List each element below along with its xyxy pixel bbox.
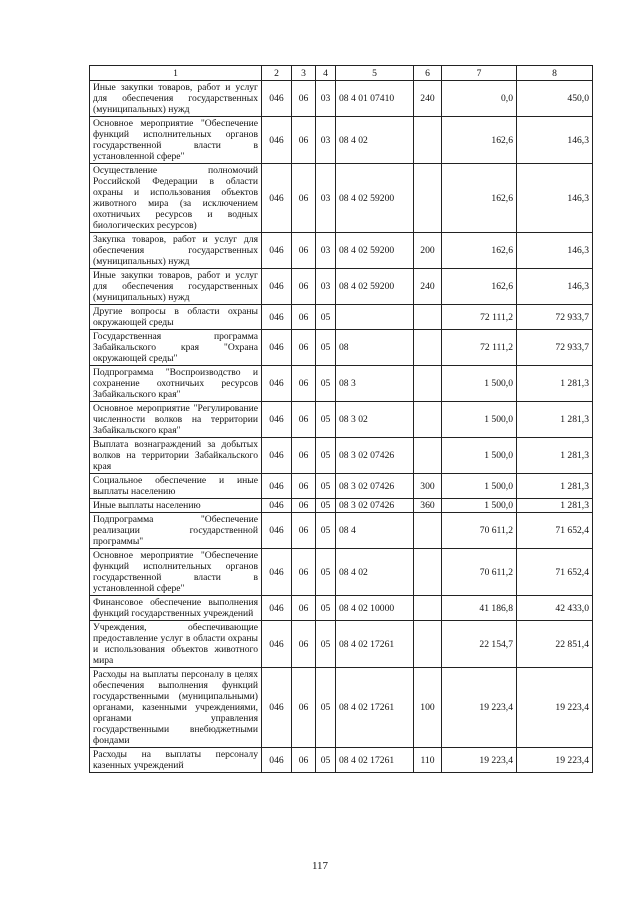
target-article-cell: 08 4 02 10000: [336, 596, 414, 621]
amount-year2-cell: 1 281,3: [517, 438, 593, 474]
table-row: [90, 621, 593, 668]
budget-table: [89, 65, 593, 773]
target-article-cell: 08 3 02: [336, 402, 414, 438]
target-article-cell: 08 3 02 07426: [336, 438, 414, 474]
target-article-cell: 08 3: [336, 366, 414, 402]
subsection-code-cell: 05: [316, 499, 336, 513]
header-cell: 3: [292, 66, 316, 81]
ved-code-cell: 046: [262, 366, 292, 402]
ved-code-cell: 046: [262, 233, 292, 269]
section-code-cell: 06: [292, 621, 316, 668]
expense-type-cell: [414, 305, 442, 330]
expense-name-cell: Иные закупки товаров, работ и услуг для обеспечения государственных (муниципальных) нужд: [90, 269, 262, 305]
section-code-cell: 06: [292, 438, 316, 474]
header-cell: 8: [517, 66, 593, 81]
target-article-cell: 08 3 02 07426: [336, 499, 414, 513]
amount-year2-cell: 72 933,7: [517, 305, 593, 330]
expense-type-cell: 240: [414, 269, 442, 305]
target-article-cell: 08 4 02: [336, 549, 414, 596]
table-row: [90, 81, 593, 117]
expense-type-cell: [414, 513, 442, 549]
ved-code-cell: 046: [262, 269, 292, 305]
ved-code-cell: 046: [262, 438, 292, 474]
subsection-code-cell: 03: [316, 117, 336, 164]
section-code-cell: 06: [292, 596, 316, 621]
table-row: [90, 366, 593, 402]
expense-name-cell: Расходы на выплаты персоналу в целях обеспечения выполнения функций государственными (муниципальными) органами, казенными учреждениями, органами управления государственными внебюджетными фондами: [90, 668, 262, 748]
amount-year2-cell: 146,3: [517, 164, 593, 233]
expense-type-cell: 240: [414, 81, 442, 117]
target-article-cell: 08 4 02: [336, 117, 414, 164]
table-row: [90, 164, 593, 233]
section-code-cell: 06: [292, 402, 316, 438]
amount-year1-cell: 19 223,4: [442, 668, 517, 748]
target-article-cell: 08 4 02 59200: [336, 164, 414, 233]
expense-type-cell: 100: [414, 668, 442, 748]
subsection-code-cell: 05: [316, 621, 336, 668]
section-code-cell: 06: [292, 233, 316, 269]
ved-code-cell: 046: [262, 474, 292, 499]
section-code-cell: 06: [292, 513, 316, 549]
expense-type-cell: [414, 621, 442, 668]
subsection-code-cell: 05: [316, 549, 336, 596]
subsection-code-cell: 05: [316, 474, 336, 499]
amount-year2-cell: 146,3: [517, 233, 593, 269]
amount-year2-cell: 1 281,3: [517, 499, 593, 513]
ved-code-cell: 046: [262, 748, 292, 773]
ved-code-cell: 046: [262, 596, 292, 621]
expense-type-cell: 300: [414, 474, 442, 499]
expense-type-cell: [414, 330, 442, 366]
amount-year2-cell: 19 223,4: [517, 748, 593, 773]
header-cell: 5: [336, 66, 414, 81]
amount-year2-cell: 72 933,7: [517, 330, 593, 366]
amount-year2-cell: 1 281,3: [517, 474, 593, 499]
subsection-code-cell: 03: [316, 233, 336, 269]
target-article-cell: 08 4 02 17261: [336, 668, 414, 748]
expense-type-cell: [414, 117, 442, 164]
expense-name-cell: Основное мероприятие "Регулирование численности волков на территории Забайкальского края": [90, 402, 262, 438]
amount-year1-cell: 22 154,7: [442, 621, 517, 668]
table-row: [90, 402, 593, 438]
amount-year2-cell: 42 433,0: [517, 596, 593, 621]
amount-year1-cell: 72 111,2: [442, 330, 517, 366]
subsection-code-cell: 05: [316, 305, 336, 330]
table-row: [90, 596, 593, 621]
target-article-cell: 08 4 02 59200: [336, 269, 414, 305]
subsection-code-cell: 05: [316, 402, 336, 438]
expense-name-cell: Расходы на выплаты персоналу казенных учреждений: [90, 748, 262, 773]
amount-year1-cell: 1 500,0: [442, 499, 517, 513]
section-code-cell: 06: [292, 305, 316, 330]
section-code-cell: 06: [292, 366, 316, 402]
header-cell: 4: [316, 66, 336, 81]
expense-type-cell: 200: [414, 233, 442, 269]
header-cell: 7: [442, 66, 517, 81]
target-article-cell: 08 4 01 07410: [336, 81, 414, 117]
ved-code-cell: 046: [262, 621, 292, 668]
ved-code-cell: 046: [262, 549, 292, 596]
section-code-cell: 06: [292, 668, 316, 748]
ved-code-cell: 046: [262, 499, 292, 513]
amount-year1-cell: 162,6: [442, 269, 517, 305]
target-article-cell: 08: [336, 330, 414, 366]
expense-name-cell: Осуществление полномочий Российской Федерации в области охраны и использования объектов животного мира (за исключением охотничьих ресурсов и водных биологических ресурсов): [90, 164, 262, 233]
amount-year2-cell: 146,3: [517, 269, 593, 305]
expense-name-cell: Иные закупки товаров, работ и услуг для обеспечения государственных (муниципальных) нужд: [90, 81, 262, 117]
amount-year1-cell: 162,6: [442, 117, 517, 164]
table-row: [90, 269, 593, 305]
subsection-code-cell: 03: [316, 164, 336, 233]
table-row: [90, 305, 593, 330]
amount-year1-cell: 1 500,0: [442, 474, 517, 499]
section-code-cell: 06: [292, 474, 316, 499]
section-code-cell: 06: [292, 330, 316, 366]
expense-name-cell: Финансовое обеспечение выполнения функций государственных учреждений: [90, 596, 262, 621]
table-row: [90, 748, 593, 773]
amount-year2-cell: 450,0: [517, 81, 593, 117]
ved-code-cell: 046: [262, 668, 292, 748]
amount-year1-cell: 162,6: [442, 164, 517, 233]
amount-year2-cell: 1 281,3: [517, 366, 593, 402]
ved-code-cell: 046: [262, 305, 292, 330]
expense-name-cell: Закупка товаров, работ и услуг для обеспечения государственных (муниципальных) нужд: [90, 233, 262, 269]
target-article-cell: [336, 305, 414, 330]
table-row: [90, 474, 593, 499]
target-article-cell: 08 4: [336, 513, 414, 549]
ved-code-cell: 046: [262, 402, 292, 438]
subsection-code-cell: 05: [316, 596, 336, 621]
section-code-cell: 06: [292, 499, 316, 513]
expense-name-cell: Подпрограмма "Воспроизводство и сохранение охотничьих ресурсов Забайкальского края": [90, 366, 262, 402]
expense-type-cell: [414, 164, 442, 233]
table-row: [90, 513, 593, 549]
section-code-cell: 06: [292, 164, 316, 233]
header-cell: 6: [414, 66, 442, 81]
ved-code-cell: 046: [262, 513, 292, 549]
amount-year1-cell: 1 500,0: [442, 402, 517, 438]
subsection-code-cell: 03: [316, 269, 336, 305]
table-row: [90, 330, 593, 366]
expense-name-cell: Основное мероприятие "Обеспечение функций исполнительных органов государственной власти в установленной сфере": [90, 549, 262, 596]
ved-code-cell: 046: [262, 81, 292, 117]
subsection-code-cell: 05: [316, 513, 336, 549]
section-code-cell: 06: [292, 748, 316, 773]
ved-code-cell: 046: [262, 330, 292, 366]
table-header-row: [90, 66, 593, 81]
amount-year2-cell: 1 281,3: [517, 402, 593, 438]
amount-year1-cell: 19 223,4: [442, 748, 517, 773]
expense-type-cell: [414, 366, 442, 402]
expense-name-cell: Подпрограмма "Обеспечение реализации государственной программы": [90, 513, 262, 549]
expense-name-cell: Другие вопросы в области охраны окружающей среды: [90, 305, 262, 330]
amount-year1-cell: 1 500,0: [442, 438, 517, 474]
expense-type-cell: [414, 596, 442, 621]
expense-type-cell: 360: [414, 499, 442, 513]
amount-year1-cell: 72 111,2: [442, 305, 517, 330]
amount-year1-cell: 0,0: [442, 81, 517, 117]
target-article-cell: 08 4 02 59200: [336, 233, 414, 269]
subsection-code-cell: 03: [316, 81, 336, 117]
subsection-code-cell: 05: [316, 668, 336, 748]
header-cell: 2: [262, 66, 292, 81]
expense-name-cell: Основное мероприятие "Обеспечение функций исполнительных органов государственной власти в установленной сфере": [90, 117, 262, 164]
subsection-code-cell: 05: [316, 366, 336, 402]
table-body: [90, 81, 593, 773]
amount-year2-cell: 146,3: [517, 117, 593, 164]
subsection-code-cell: 05: [316, 330, 336, 366]
expense-name-cell: Социальное обеспечение и иные выплаты населению: [90, 474, 262, 499]
target-article-cell: 08 4 02 17261: [336, 748, 414, 773]
table-row: [90, 438, 593, 474]
amount-year1-cell: 162,6: [442, 233, 517, 269]
expense-name-cell: Учреждения, обеспечивающие предоставление услуг в области охраны и использования объектов животного мира: [90, 621, 262, 668]
subsection-code-cell: 05: [316, 748, 336, 773]
amount-year1-cell: 1 500,0: [442, 366, 517, 402]
section-code-cell: 06: [292, 269, 316, 305]
expense-type-cell: [414, 438, 442, 474]
page-number: 117: [311, 860, 329, 872]
expense-type-cell: [414, 402, 442, 438]
section-code-cell: 06: [292, 549, 316, 596]
table-row: [90, 549, 593, 596]
expense-name-cell: Государственная программа Забайкальского края "Охрана окружающей среды": [90, 330, 262, 366]
table-row: [90, 117, 593, 164]
section-code-cell: 06: [292, 117, 316, 164]
target-article-cell: 08 3 02 07426: [336, 474, 414, 499]
header-cell: 1: [90, 66, 262, 81]
amount-year2-cell: 71 652,4: [517, 513, 593, 549]
section-code-cell: 06: [292, 81, 316, 117]
amount-year2-cell: 71 652,4: [517, 549, 593, 596]
amount-year1-cell: 41 186,8: [442, 596, 517, 621]
table-row: [90, 668, 593, 748]
amount-year1-cell: 70 611,2: [442, 549, 517, 596]
subsection-code-cell: 05: [316, 438, 336, 474]
ved-code-cell: 046: [262, 117, 292, 164]
expense-type-cell: 110: [414, 748, 442, 773]
expense-name-cell: Выплата вознаграждений за добытых волков на территории Забайкальского края: [90, 438, 262, 474]
table-row: [90, 233, 593, 269]
expense-type-cell: [414, 549, 442, 596]
ved-code-cell: 046: [262, 164, 292, 233]
amount-year2-cell: 22 851,4: [517, 621, 593, 668]
table-row: [90, 499, 593, 513]
amount-year2-cell: 19 223,4: [517, 668, 593, 748]
amount-year1-cell: 70 611,2: [442, 513, 517, 549]
expense-name-cell: Иные выплаты населению: [90, 499, 262, 513]
target-article-cell: 08 4 02 17261: [336, 621, 414, 668]
